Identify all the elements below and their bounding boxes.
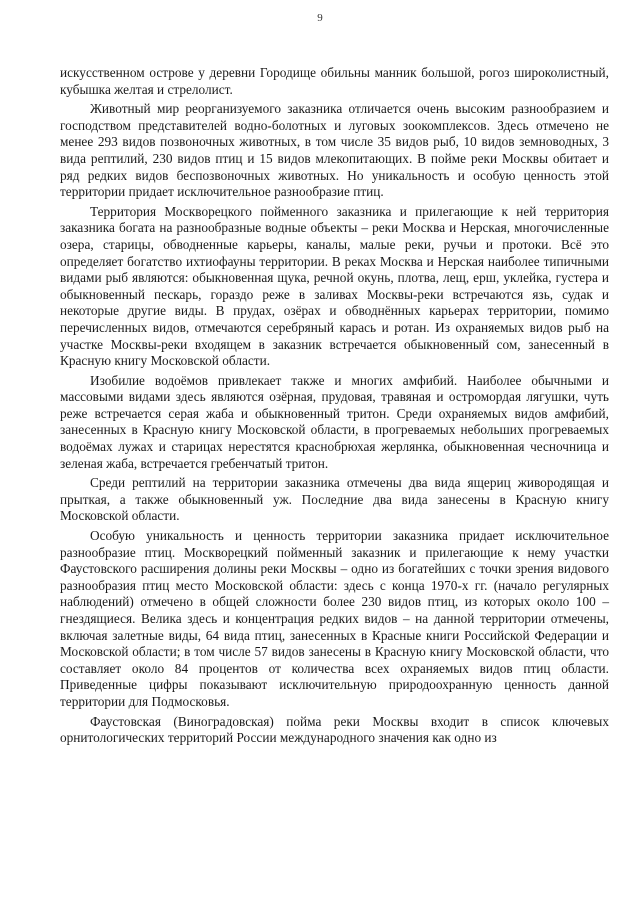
paragraph-1-continuation: искусственном острове у деревни Городище обильны манник большой, рогоз широколистный, кубышка желтая и стрелолист. <box>60 65 609 97</box>
paragraph-reptiles: Среди рептилий на территории заказника отмечены два вида ящериц живородящая и прыткая, а также обыкновенный уж. Последние два вида занесены в Красную книгу Московской области. <box>60 475 609 524</box>
document-body <box>60 65 609 750</box>
paragraph-ichthyofauna: Территория Москворецкого пойменного заказника и прилегающие к ней территория заказника богата на разнообразные водные объекты – реки Москва и Нерская, многочисленные озера, старицы, обводненные карьеры, каналы, малые реки, ручьи и протоки. Всё это определяет богатство ихтиофауны территории. В реках Москва и Нерская наиболее типичными видами рыб являются: обыкновенная щука, речной окунь, плотва, лещ, ерш, уклейка, густера и обыкновенный пескарь, гораздо реже в заливах Москвы-реки встречаются язь, судак и некоторые другие виды. В прудах, озёрах и обводнённых карьерах территории, помимо перечисленных видов, отмечаются серебряный карась и ротан. Из охраняемых видов рыб на участке Москвы-реки входящем в заказник встречается обыкновенный сом, занесенный в Красную книгу Московской области. <box>60 203 609 369</box>
paragraph-birds: Особую уникальность и ценность территории заказника придает исключительное разнообразие птиц. Москворецкий пойменный заказник и прилегающие к нему участки Фаустовского расширения долины реки Москвы – одно из богатейших с точки зрения видового разнообразия птиц место Московской области: здесь с конца 1970-х гг. (начало регулярных наблюдений) отмечено в общей сложности более 230 видов птиц, из которых около 100 – гнездящиеся. Велика здесь и концентрация редких видов – на данной территории отмечены, включая залетные виды, 64 вида птиц, занесенных в Красные книги Российской Федерации и Московской области; в том числе 57 видов занесены в Красную книгу Московской области, что составляет около 84 процентов от количества всех охраняемых видов птиц области. Приведенные цифры показывают исключительную природоохранную ценность данной территории для Подмосковья. <box>60 528 609 709</box>
page-number: 9 <box>317 12 323 24</box>
paragraph-faustovo-floodplain: Фаустовская (Виноградовская) пойма реки Москвы входит в список ключевых орнитологических территорий России международного значения как одно из <box>60 713 609 746</box>
paragraph-fauna: Животный мир реорганизуемого заказника отличается очень высоким разнообразием и господством представителей водно-болотных и луговых зоокомплексов. Здесь отмечено не менее 293 видов позвоночных животных, в том числе 35 видов рыб, 10 видов земноводных, 3 вида рептилий, 230 видов птиц и 15 видов млекопитающих. В пойме реки Москвы обитает и ряд редких видов беспозвоночных животных. Но уникальность и особую ценность этой территории придает исключительное разнообразие птиц. <box>60 101 609 200</box>
paragraph-amphibians: Изобилие водоёмов привлекает также и многих амфибий. Наиболее обычными и массовыми видами здесь являются озёрная, прудовая, травяная и остромордая лягушки, чуть реже встречается серая жаба и обыкновенный тритон. Среди охраняемых видов амфибий, занесенных в Красную книгу Московской области, в прогреваемых небольших прогреваемых водоёмах лужах и старицах нерестятся краснобрюхая жерлянка, обыкновенная чесночница и зеленая жаба, встречается гребенчатый тритон. <box>60 372 609 471</box>
